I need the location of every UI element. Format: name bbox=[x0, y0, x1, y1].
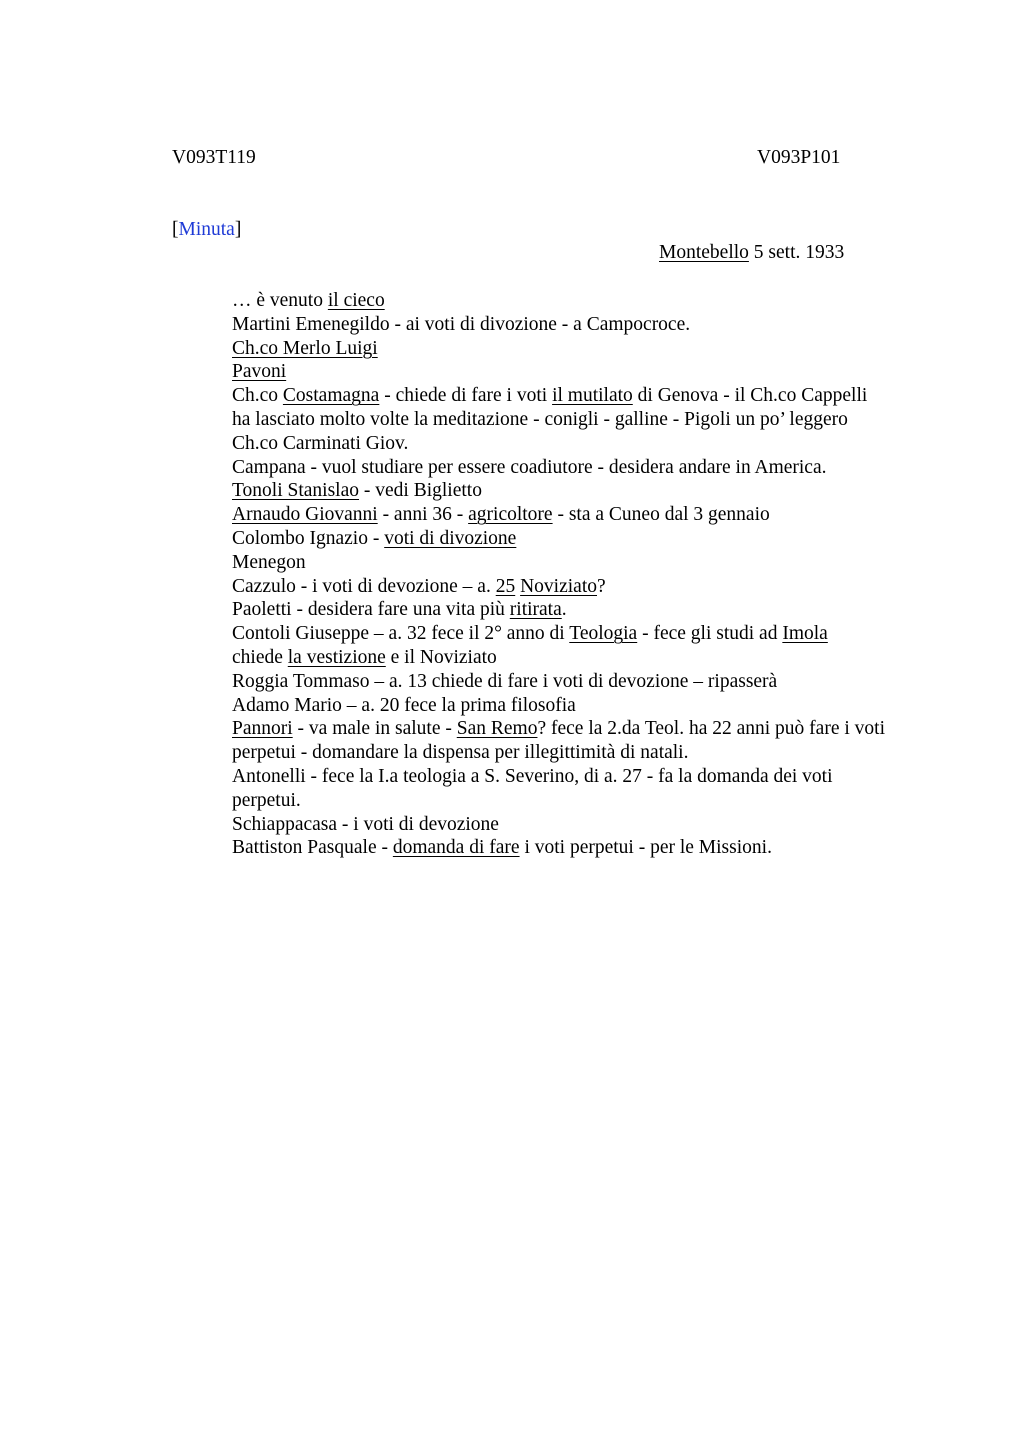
note-line bbox=[232, 337, 952, 361]
place-name: Montebello bbox=[659, 242, 749, 263]
note-line bbox=[232, 646, 952, 670]
note-text: Contoli Giuseppe – a. 32 fece il 2° anno di bbox=[232, 623, 570, 645]
note-text: Ch.co Carminati Giov. bbox=[232, 432, 409, 454]
note-text: Menegon bbox=[232, 551, 306, 573]
note-text: Battiston Pasquale - bbox=[232, 837, 393, 859]
note-line bbox=[232, 503, 952, 527]
place-date bbox=[659, 241, 844, 265]
note-line bbox=[232, 741, 952, 765]
underlined-text: voti di divozione bbox=[384, 527, 517, 549]
note-text: Campana - vuol studiare per essere coadiutore - desidera andare in America. bbox=[232, 456, 827, 478]
minuta-open-bracket: [ bbox=[172, 219, 179, 240]
note-text: Colombo Ignazio - bbox=[232, 527, 385, 549]
underlined-text: ritirata bbox=[509, 599, 562, 621]
note-text: Ch.co bbox=[232, 385, 283, 407]
underlined-text: San Remo bbox=[456, 718, 538, 740]
note-line bbox=[232, 384, 952, 408]
note-text: - sta a Cuneo dal 3 gennaio bbox=[552, 504, 770, 526]
note-text: - fece gli studi ad bbox=[637, 623, 783, 645]
underlined-text: Arnaudo Giovanni bbox=[232, 504, 378, 526]
note-text: perpetui. bbox=[232, 789, 301, 811]
note-line bbox=[232, 479, 952, 503]
underlined-text: la vestizione bbox=[287, 646, 386, 668]
underlined-text: agricoltore bbox=[468, 504, 553, 526]
note-line bbox=[232, 694, 952, 718]
date-text: 5 sett. 1933 bbox=[748, 242, 845, 263]
minuta-label bbox=[172, 218, 241, 242]
minuta-link[interactable]: Minuta bbox=[178, 219, 235, 240]
note-text: Antonelli - fece la I.a teologia a S. Severino, di a. 27 - fa la domanda dei voti bbox=[232, 765, 833, 787]
note-text: chiede bbox=[232, 646, 288, 668]
underlined-text: il mutilato bbox=[552, 385, 633, 407]
underlined-text: Imola bbox=[782, 623, 828, 645]
note-text: Schiappacasa - i voti di devozione bbox=[232, 813, 499, 835]
underlined-text: Ch.co Merlo Luigi bbox=[232, 337, 378, 359]
underlined-text: il cieco bbox=[327, 290, 385, 311]
document-code-right: V093P101 bbox=[757, 147, 841, 168]
note-line bbox=[232, 836, 952, 860]
underlined-text: Tonoli Stanislao bbox=[232, 480, 360, 502]
note-line bbox=[232, 456, 952, 480]
note-text: ha lasciato molto volte la meditazione - conigli - galline - Pigoli un po’ leggero bbox=[232, 408, 848, 430]
note-text: di Genova - il Ch.co Cappelli bbox=[632, 385, 868, 407]
note-text: ? fece la 2.da Teol. ha 22 anni può fare i voti bbox=[537, 718, 885, 740]
document-code-left: V093T119 bbox=[172, 147, 256, 168]
note-line bbox=[232, 789, 952, 813]
underlined-text: Pannori bbox=[232, 718, 293, 740]
note-text: Adamo Mario – a. 20 fece la prima filosofia bbox=[232, 694, 576, 716]
note-line bbox=[232, 717, 952, 741]
minuta-close-bracket: ] bbox=[234, 219, 242, 240]
note-line bbox=[232, 598, 952, 622]
note-text: … è venuto bbox=[232, 290, 328, 311]
note-text: . bbox=[561, 599, 567, 621]
note-text: - va male in salute - bbox=[292, 718, 457, 740]
note-line bbox=[232, 289, 952, 313]
note-text: ? bbox=[597, 575, 606, 597]
underlined-text: Teologia bbox=[569, 623, 638, 645]
note-text: i voti perpetui - per le Missioni. bbox=[519, 837, 772, 859]
note-line bbox=[232, 360, 952, 384]
note-text: Martini Emenegildo - ai voti di divozione - a Campocroce. bbox=[232, 313, 691, 335]
underlined-text: Pavoni bbox=[232, 361, 287, 383]
note-line bbox=[232, 432, 952, 456]
underlined-text: Noviziato bbox=[520, 575, 597, 597]
note-text: Paoletti - desidera fare una vita più bbox=[232, 599, 510, 621]
note-text: - anni 36 - bbox=[377, 504, 469, 526]
note-line bbox=[232, 765, 952, 789]
underlined-text: domanda di fare bbox=[392, 837, 520, 859]
note-line bbox=[232, 551, 952, 575]
note-text: Roggia Tommaso – a. 13 chiede di fare i voti di devozione – ripasserà bbox=[232, 670, 778, 692]
note-line bbox=[232, 313, 952, 337]
note-line bbox=[232, 622, 952, 646]
note-line bbox=[232, 527, 952, 551]
note-text: - vedi Biglietto bbox=[359, 480, 482, 502]
note-line bbox=[232, 408, 952, 432]
note-line bbox=[232, 813, 952, 837]
note-text: e il Noviziato bbox=[385, 646, 497, 668]
note-text: - chiede di fare i voti bbox=[379, 385, 553, 407]
underlined-text: Costamagna bbox=[282, 385, 380, 407]
note-line bbox=[232, 670, 952, 694]
note-text: perpetui - domandare la dispensa per illegittimità di natali. bbox=[232, 742, 689, 764]
underlined-text: 25 bbox=[495, 575, 516, 597]
notes-body bbox=[232, 289, 952, 860]
note-line bbox=[232, 575, 952, 599]
note-text: Cazzulo - i voti di devozione – a. bbox=[232, 575, 496, 597]
